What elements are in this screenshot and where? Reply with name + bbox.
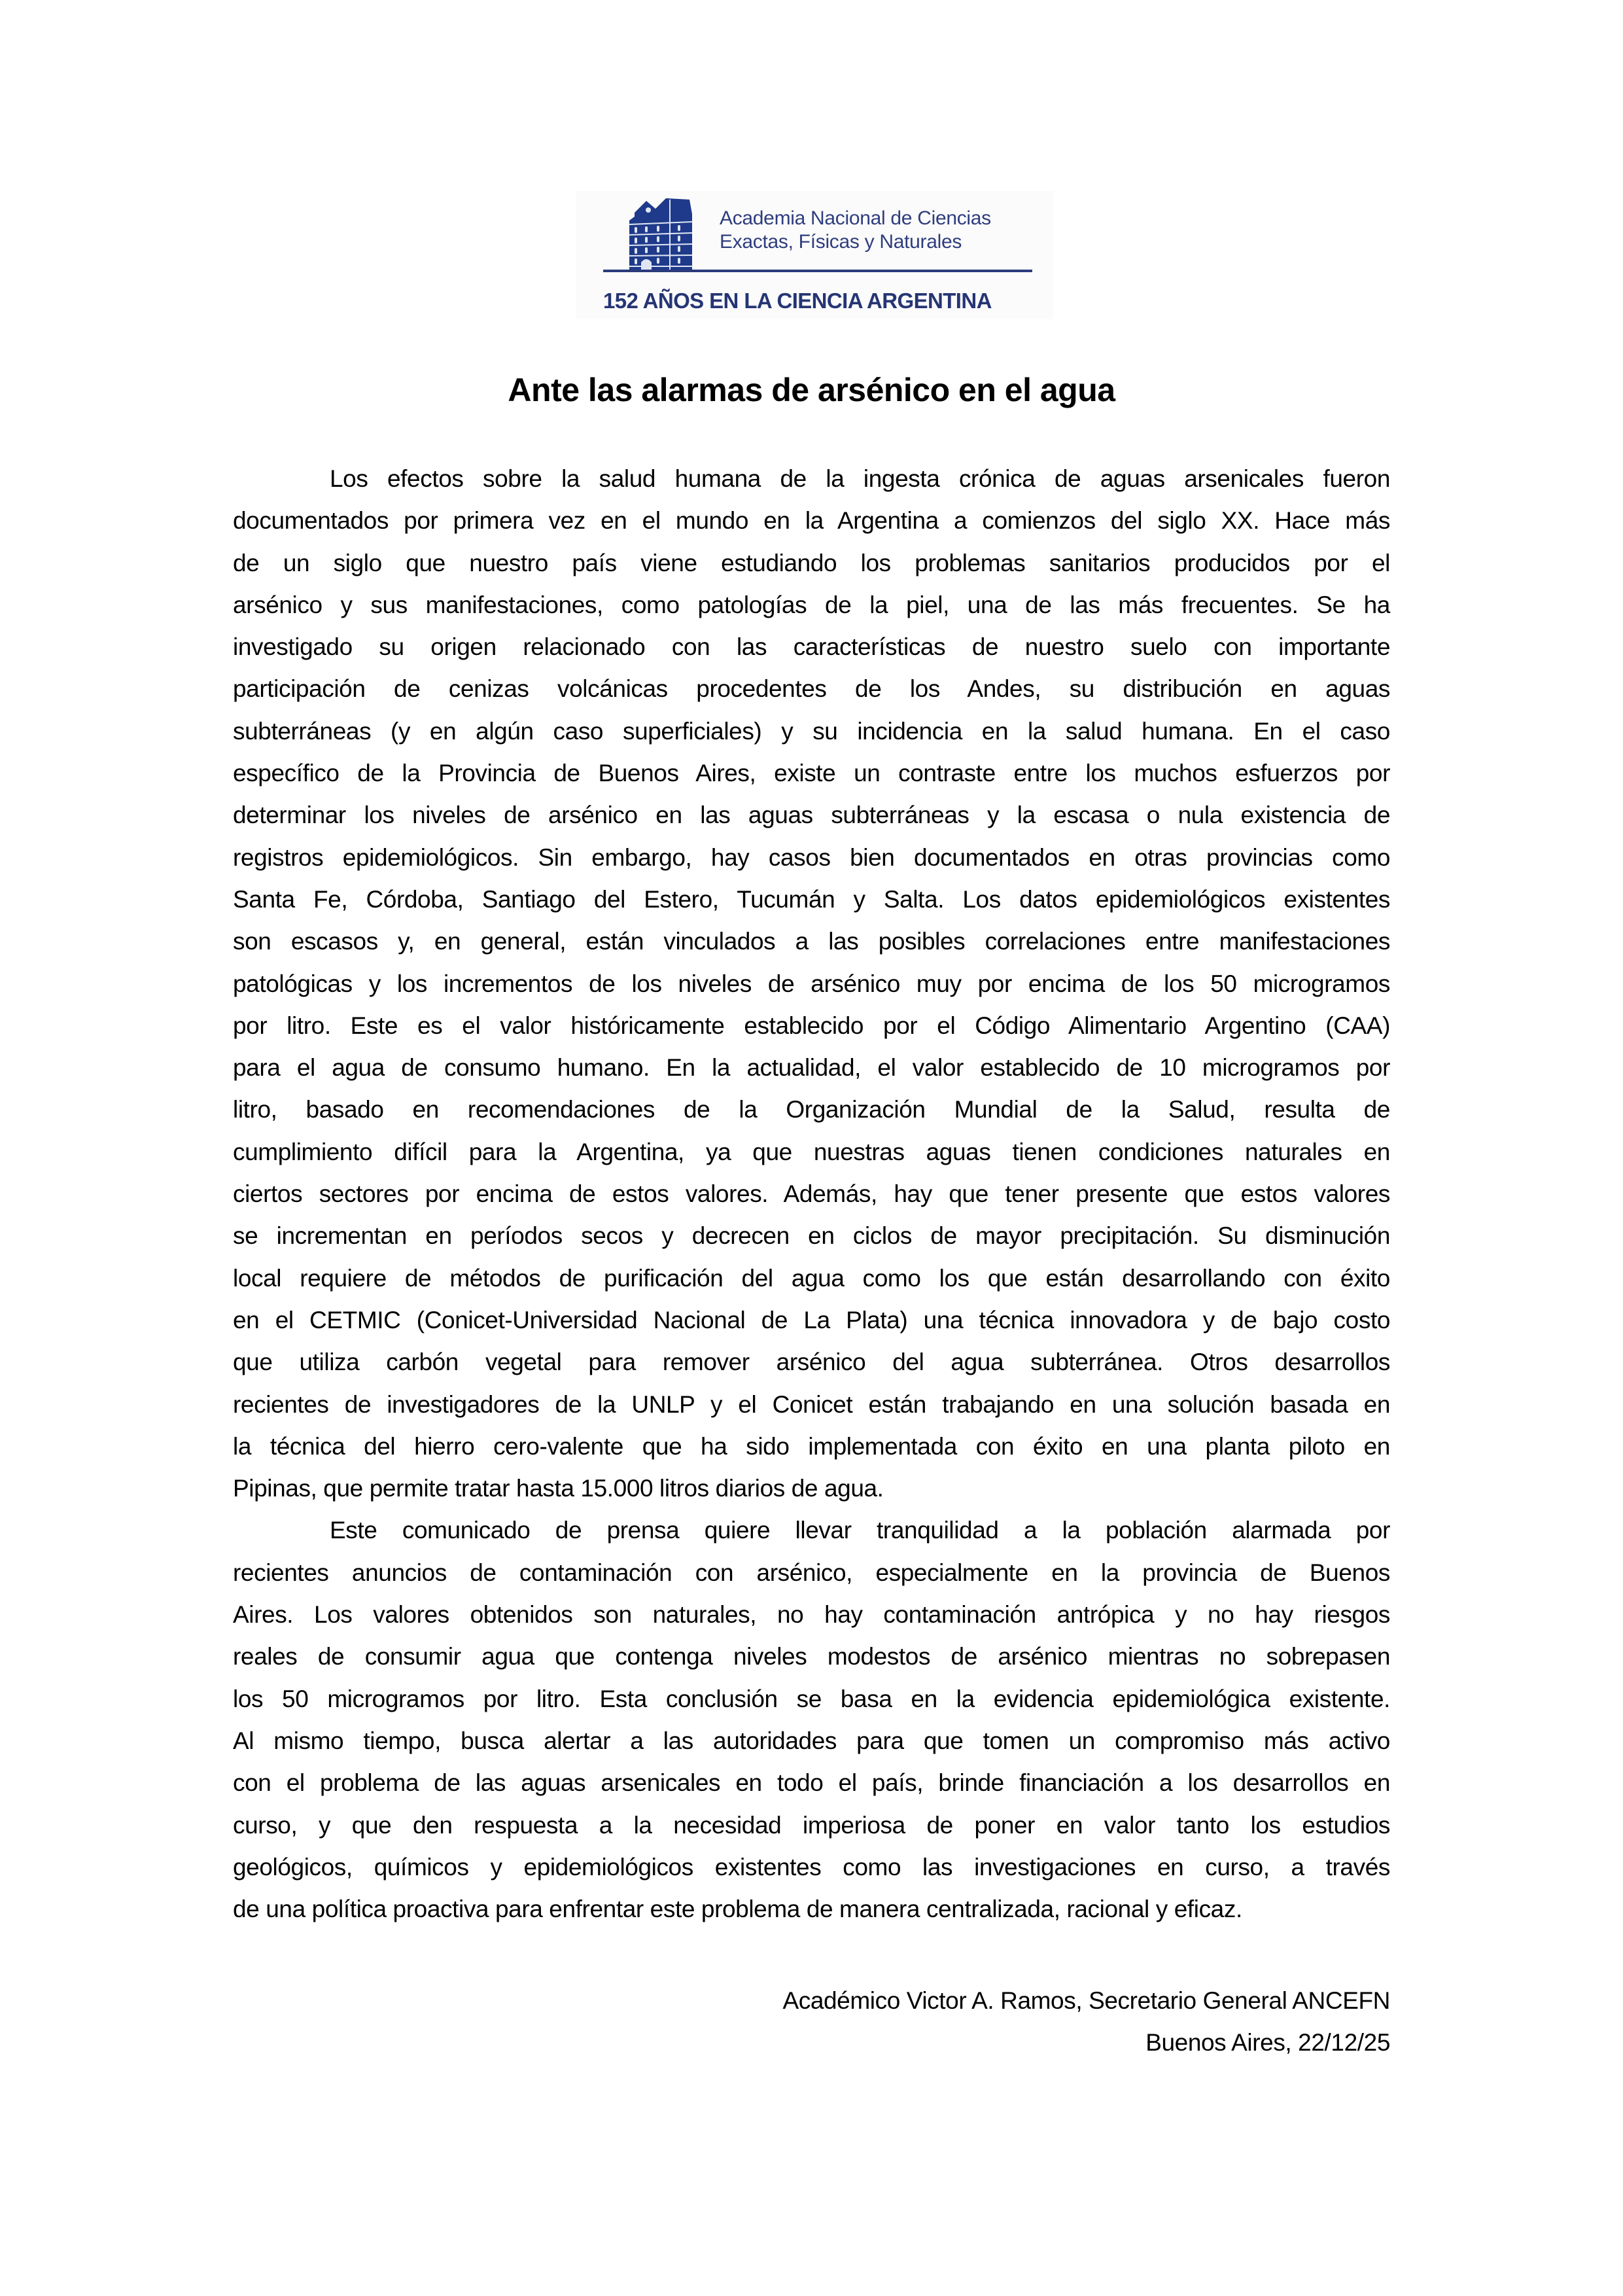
paragraph-line: patológicas y los incrementos de los niveles de arsénico muy por encima de los 50 microgramos bbox=[233, 970, 1390, 997]
paragraph-line: participación de cenizas volcánicas procedentes de los Andes, su distribución en aguas bbox=[233, 675, 1390, 703]
paragraph-line: de una política proactiva para enfrentar este problema de manera centralizada, racional y eficaz. bbox=[233, 1896, 1242, 1923]
paragraph-line: por litro. Este es el valor históricamente establecido por el Código Alimentario Argentino (CAA) bbox=[233, 1012, 1390, 1039]
paragraph-line: geológicos, químicos y epidemiológicos existentes como las investigaciones en curso, a través bbox=[233, 1853, 1390, 1881]
document-title: Ante las alarmas de arsénico en el agua bbox=[508, 372, 1115, 408]
academy-tagline: 152 AÑOS EN LA CIENCIA ARGENTINA bbox=[603, 289, 992, 313]
paragraph-line: recientes anuncios de contaminación con arsénico, especialmente en la provincia de Buenos bbox=[233, 1559, 1390, 1586]
paragraph-line: arsénico y sus manifestaciones, como patologías de la piel, una de las más frecuentes. Se ha bbox=[233, 591, 1390, 618]
paragraph-line: Los efectos sobre la salud humana de la ingesta crónica de aguas arsenicales fueron bbox=[330, 465, 1390, 492]
paragraph-line: en el CETMIC (Conicet-Universidad Nacional de La Plata) una técnica innovadora y de bajo costo bbox=[233, 1306, 1390, 1333]
paragraph-line: Aires. Los valores obtenidos son naturales, no hay contaminación antrópica y no hay riesgos bbox=[233, 1601, 1390, 1629]
paragraph-line: investigado su origen relacionado con las características de nuestro suelo con importante bbox=[233, 633, 1390, 661]
paragraph bbox=[233, 458, 1390, 1510]
paragraph-line: subterráneas (y en algún caso superficiales) y su incidencia en la salud humana. En el caso bbox=[233, 717, 1390, 745]
paragraph-line: que utiliza carbón vegetal para remover arsénico del agua subterránea. Otros desarrollos bbox=[233, 1349, 1390, 1376]
paragraph-line: específico de la Provincia de Buenos Aires, existe un contraste entre los muchos esfuerzos por bbox=[233, 760, 1390, 787]
paragraph-line: con el problema de las aguas arsenicales en todo el país, brinde financiación a los desarrollos en bbox=[233, 1769, 1390, 1797]
document-body bbox=[233, 458, 1390, 1930]
paragraph-line: Santa Fe, Córdoba, Santiago del Estero, Tucumán y Salta. Los datos epidemiológicos existentes bbox=[233, 885, 1390, 913]
paragraph-line: local requiere de métodos de purificación del agua como los que están desarrollando con éxito bbox=[233, 1264, 1390, 1292]
paragraph-line: determinar los niveles de arsénico en las aguas subterráneas y la escasa o nula existencia de bbox=[233, 802, 1390, 829]
paragraph-line: para el agua de consumo humano. En la actualidad, el valor establecido de 10 microgramos por bbox=[233, 1054, 1390, 1082]
paragraph-line: Este comunicado de prensa quiere llevar tranquilidad a la población alarmada por bbox=[330, 1517, 1390, 1544]
paragraph-line: de un siglo que nuestro país viene estudiando los problemas sanitarios producidos por el bbox=[233, 549, 1390, 576]
signature-place-date: Buenos Aires, 22/12/25 bbox=[1145, 2029, 1390, 2056]
paragraph-line: litro, basado en recomendaciones de la Organización Mundial de la Salud, resulta de bbox=[233, 1096, 1390, 1123]
paragraph-line: Pipinas, que permite tratar hasta 15.000 litros diarios de agua. bbox=[233, 1475, 884, 1502]
paragraph bbox=[233, 1510, 1390, 1930]
signature-author: Académico Victor A. Ramos, Secretario General ANCEFN bbox=[782, 1987, 1390, 2014]
paragraph-line: se incrementan en períodos secos y decrecen en ciclos de mayor precipitación. Su disminución bbox=[233, 1222, 1390, 1250]
academy-logo bbox=[576, 191, 1053, 319]
logo-rule bbox=[603, 270, 1032, 272]
paragraph-line: documentados por primera vez en el mundo en la Argentina a comienzos del siglo XX. Hace más bbox=[233, 507, 1390, 535]
paragraph-line: reales de consumir agua que contenga niveles modestos de arsénico mientras no sobrepasen bbox=[233, 1643, 1390, 1670]
academy-name-line2: Exactas, Físicas y Naturales bbox=[720, 231, 962, 253]
paragraph-line: cumplimiento difícil para la Argentina, ya que nuestras aguas tienen condiciones naturales en bbox=[233, 1138, 1390, 1165]
academy-name-line1: Academia Nacional de Ciencias bbox=[720, 207, 991, 229]
paragraph-line: la técnica del hierro cero-valente que ha sido implementada con éxito en una planta piloto en bbox=[233, 1432, 1390, 1460]
paragraph-line: recientes de investigadores de la UNLP y el Conicet están trabajando en una solución basada en bbox=[233, 1390, 1390, 1418]
building-icon bbox=[627, 198, 692, 277]
paragraph-line: ciertos sectores por encima de estos valores. Además, hay que tener presente que estos valores bbox=[233, 1180, 1390, 1208]
paragraph-line: registros epidemiológicos. Sin embargo, hay casos bien documentados en otras provincias como bbox=[233, 843, 1390, 871]
paragraph-line: curso, y que den respuesta a la necesidad imperiosa de poner en valor tanto los estudios bbox=[233, 1811, 1390, 1839]
paragraph-line: son escasos y, en general, están vinculados a las posibles correlaciones entre manifestaciones bbox=[233, 928, 1390, 955]
paragraph-line: Al mismo tiempo, busca alertar a las autoridades para que tomen un compromiso más activo bbox=[233, 1727, 1390, 1754]
paragraph-line: los 50 microgramos por litro. Esta conclusión se basa en la evidencia epidemiológica existente. bbox=[233, 1685, 1390, 1712]
